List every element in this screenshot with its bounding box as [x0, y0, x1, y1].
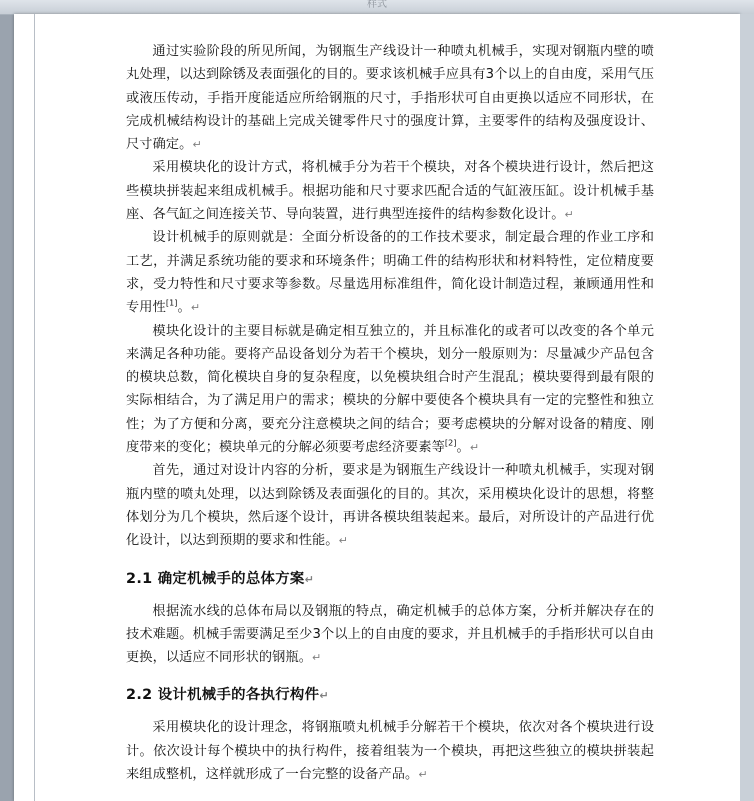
- paragraph-1[interactable]: 通过实验阶段的所见所闻，为钢瓶生产线设计一种喷丸机械手，实现对钢瓶内壁的喷丸处理，以达到除锈及表面强化的目的。要求该机械手应具有3个以上的自由度，采用气压或液压传动，手指开度能适应所给钢瓶的尺寸，手指形状可自由更换以适应不同形状，在完成机械结构设计的基础上完成关键零件尺寸的强度计算，主要零件的结构及强度设计、尺寸确定。↵: [126, 44, 654, 153]
- paragraph-mark-icon: ↵: [190, 301, 201, 315]
- paragraph-mark-icon: ↵: [192, 138, 202, 152]
- section-heading-2-2[interactable]: 2.2 设计机械手的各执行构件↵: [126, 687, 329, 704]
- paragraph-mark-icon: ↵: [564, 208, 574, 222]
- paragraph-2[interactable]: 采用模块化的设计方式，将机械手分为若干个模块，对各个模块进行设计，然后把这些模块拼装起来组成机械手。根据功能和尺寸要求匹配合适的气缸液压缸。设计机械手基座、各气缸之间连接关节、导向装置，进行典型连接件的结构参数化设计。↵: [126, 160, 654, 223]
- vertical-scrollbar[interactable]: [740, 14, 754, 801]
- paragraph-4[interactable]: 模块化设计的主要目标就是确定相互独立的，并且标准化的或者可以改变的各个单元来满足各种功能。要将产品设备划分为若干个模块，划分一般原则为：尽量减少产品包含的模块总数，简化模块自身的复杂程度，以免模块组合时产生混乱；模块要得到最有限的实际相结合，为了满足用户的需求；模块的分解中要使各个模块具有一定的完整性和独立性；为了方便和分离，要充分注意模块之间的结合；要考虑模块的分解对设备的精度、刚度带来的变化；模块单元的分解必须要考虑经济要素等[2]。↵: [126, 323, 654, 456]
- citation-ref: [1]: [165, 298, 178, 308]
- paragraph-mark-icon: ↵: [304, 572, 315, 586]
- paragraph-mark-icon: ↵: [312, 651, 322, 665]
- paragraph-3[interactable]: 设计机械手的原则就是：全面分析设备的的工作技术要求，制定最合理的作业工序和工艺，并满足系统功能的要求和环境条件；明确工件的结构形状和材料特性，定位精度要求，受力特性和尺寸要求等参数。尽量选用标准组件，简化设计制造过程，兼顾通用性和专用性[1]。↵: [126, 230, 654, 316]
- paragraph-5[interactable]: 首先，通过对设计内容的分析，要求是为钢瓶生产线设计一种喷丸机械手，实现对钢瓶内壁的喷丸处理，以达到除锈及表面强化的目的。其次，采用模块化设计的思想，将整体划分为几个模块，然后逐个设计，再讲各模块组装起来。最后，对所设计的产品进行优化设计，以达到预期的要求和性能。↵: [126, 463, 654, 549]
- paragraph-mark-icon: ↵: [319, 689, 329, 703]
- document-body[interactable]: [126, 40, 654, 786]
- paragraph-mark-icon: ↵: [469, 441, 480, 455]
- paragraph-7[interactable]: 采用模块化的设计理念，将钢瓶喷丸机械手分解若干个模块，依次对各个模块进行设计。依次设计每个模块中的执行构件，接着组装为一个模块，再把这些独立的模块拼装起来组成整机，这样就形成了一台完整的设备产品。↵: [126, 720, 654, 783]
- document-page[interactable]: [14, 14, 740, 801]
- section-heading-2-1[interactable]: 2.1 确定机械手的总体方案↵: [126, 570, 315, 587]
- style-label: 样式: [367, 0, 387, 10]
- citation-ref: [2]: [444, 438, 457, 448]
- paragraph-mark-icon: ↵: [338, 534, 348, 548]
- paragraph-6[interactable]: 根据流水线的总体布局以及钢瓶的特点，确定机械手的总体方案，分析并解决存在的技术难题。机械手需要满足至少3个以上的自由度的要求，并且机械手的手指形状可以自由更换，以适应不同形状的钢瓶。↵: [126, 603, 654, 666]
- paragraph-mark-icon: ↵: [418, 768, 428, 782]
- page-margin-line: [34, 14, 43, 801]
- style-toolbar: [0, 0, 754, 15]
